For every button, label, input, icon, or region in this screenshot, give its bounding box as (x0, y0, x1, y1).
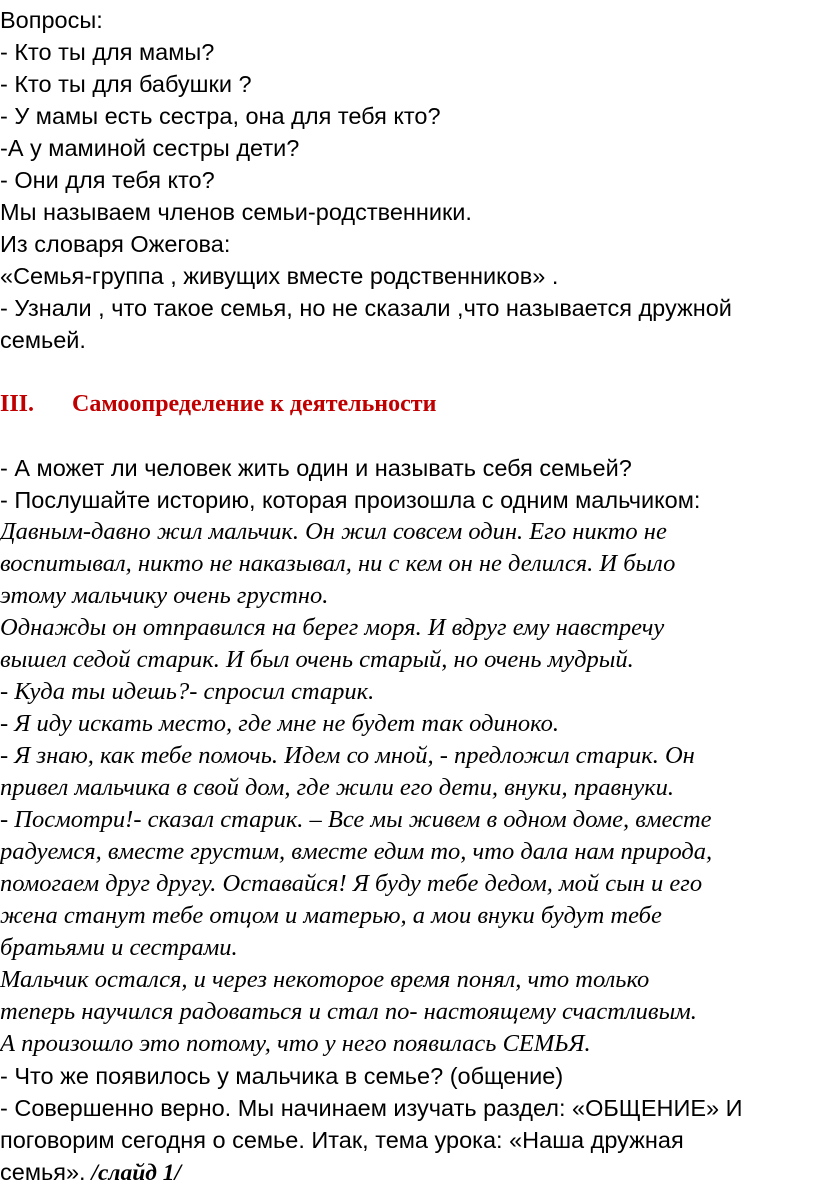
story-line: теперь научился радоваться и стал по- настоящему счастливым. (0, 998, 697, 1025)
story-line: этому мальчику очень грустно. (0, 582, 329, 609)
closing-line-2: - Совершенно верно. Мы начинаем изучать раздел: «ОБЩЕНИЕ» И (0, 1095, 743, 1121)
story-line: А произошло это потому, что у него появилась СЕМЬЯ. (0, 1030, 591, 1057)
story-line: - Посмотри!- сказал старик. – Все мы живем в одном доме, вместе (0, 806, 712, 833)
story-line: жена станут тебе отцом и матерью, а мои внуки будут тебе (0, 902, 662, 929)
section-heading (0, 388, 436, 420)
story-line: привел мальчика в свой дом, где жили его дети, внуки, правнуки. (0, 774, 675, 801)
slide-reference: /слайд 1/ (85, 1160, 182, 1186)
closing-line-4 (0, 1156, 181, 1189)
story-line: радуемся, вместе грустим, вместе едим то, что дала нам природа, (0, 838, 713, 865)
story-line: - Я знаю, как тебе помочь. Идем со мной, - предложил старик. Он (0, 742, 695, 769)
section-number: III. (0, 391, 35, 417)
story-line: воспитывал, никто не наказывал, ни с кем он не делился. И было (0, 550, 676, 577)
closing-line-3: поговорим сегодня о семье. Итак, тема урока: «Наша дружная (0, 1127, 684, 1153)
learned-line-1: - Узнали , что такое семья, но не сказали ,что называется дружной (0, 295, 732, 321)
story-line: Мальчик остался, и через некоторое время понял, что только (0, 966, 650, 993)
story-line: братьями и сестрами. (0, 934, 238, 961)
closing-line-1: - Что же появилось у мальчика в семье? (общение) (0, 1063, 564, 1089)
question-item: - Кто ты для мамы? (0, 39, 215, 65)
questions-title: Вопросы: (0, 7, 103, 33)
learned-line-2: семьей. (0, 327, 86, 353)
story-line: - Куда ты идешь?- спросил старик. (0, 678, 375, 705)
relatives-line: Мы называем членов семьи-родственники. (0, 199, 472, 225)
prompt-line-2: - Послушайте историю, которая произошла с одним мальчиком: (0, 487, 701, 513)
question-item: -А у маминой сестры дети? (0, 135, 300, 161)
lesson-topic-end: семья». (0, 1159, 86, 1185)
question-item: - У мамы есть сестра, она для тебя кто? (0, 103, 441, 129)
definition-line: «Семья-группа , живущих вместе родственников» . (0, 263, 559, 289)
section-title: Самоопределение к деятельности (72, 391, 437, 417)
dictionary-line: Из словаря Ожегова: (0, 231, 231, 257)
story-line: - Я иду искать место, где мне не будет так одиноко. (0, 710, 560, 737)
prompt-line-1: - А может ли человек жить один и называть себя семьей? (0, 455, 632, 481)
question-item: - Кто ты для бабушки ? (0, 71, 252, 97)
story-line: вышел седой старик. И был очень старый, но очень мудрый. (0, 646, 634, 673)
story-line: Однажды он отправился на берег моря. И вдруг ему навстречу (0, 614, 665, 641)
story-line: Давным-давно жил мальчик. Он жил совсем один. Его никто не (0, 518, 667, 545)
story-line: помогаем друг другу. Оставайся! Я буду тебе дедом, мой сын и его (0, 870, 703, 897)
question-item: - Они для тебя кто? (0, 167, 215, 193)
